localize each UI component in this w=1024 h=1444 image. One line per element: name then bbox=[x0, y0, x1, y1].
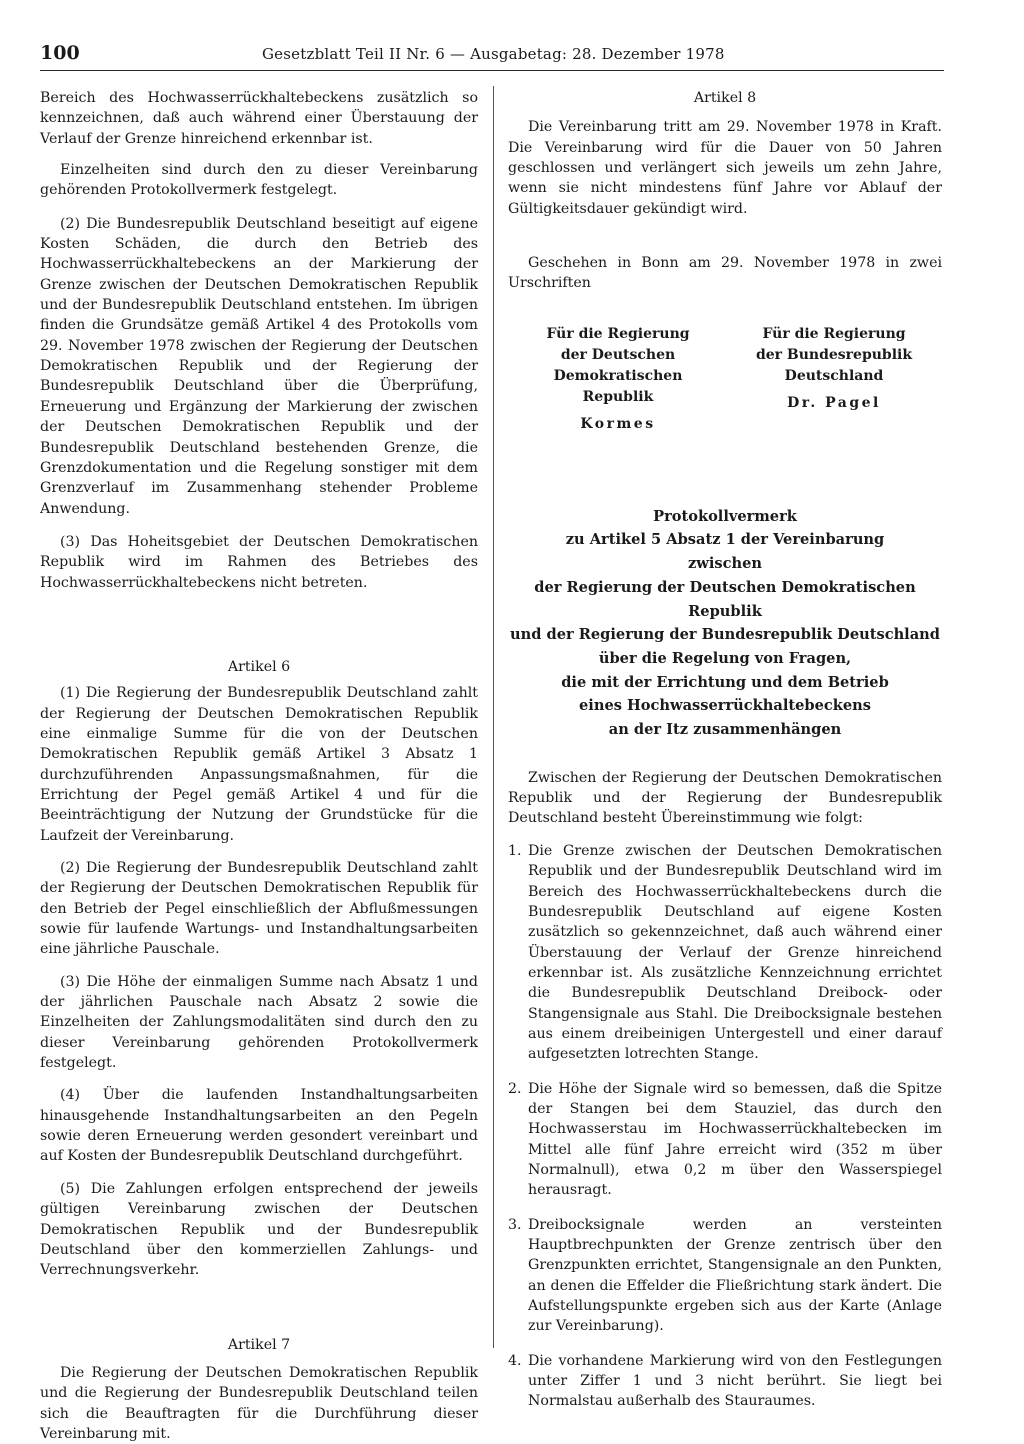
protocol-title: Protokollvermerk bbox=[653, 507, 797, 525]
page-number: 100 bbox=[40, 42, 80, 64]
paragraph: (2) Die Bundesrepublik Deutschland beseitigt auf eigene Kosten Schäden, die durch den Betrieb des Hochwasserrückhaltebeckens an der Markierung der Grenze zwischen der Deutschen Demokratischen Republik und der Bundesrepublik Deutschland entstehen. Im übrigen finden die Grundsätze gemäß Artikel 4 des Protokolls vom 29. November 1978 zwischen der Regierung der Deutschen Demokratischen Republik und der Regierung der Bundesrepublik Deutschland über die Überprüfung, Erneuerung und Ergänzung der Markierung der zwischen der Deutschen Demokratischen Republik und der Bundesrepublik Deutschland bestehenden Grenze, die Grenzdokumentation und die Regelung sonstiger mit dem Grenzverlauf im Zusammenhang stehender Probleme Anwendung. bbox=[40, 215, 478, 517]
article-6-heading: Artikel 6 bbox=[227, 658, 291, 675]
item-number: 3. bbox=[508, 1216, 522, 1233]
right-column bbox=[508, 88, 942, 1412]
paragraph: (3) Die Höhe der einmaligen Summe nach Absatz 1 und der jährlichen Pauschale nach Absatz 2 sowie die Einzelheiten der Zahlungsmodalitäten sind durch den zu dieser Vereinbarung gehörenden Protokollvermerk festgelegt. bbox=[40, 973, 478, 1072]
protocol-heading bbox=[508, 505, 942, 742]
item-text: Dreibocksignale werden an versteinten Hauptbrechpunkten der Grenze zentrisch über den Grenzpunkten errichtet, Stangensignale an den Punkten, an denen die Effelder die Fließrichtung stark ändert. Die Aufstellungspunkte ergeben sich aus der Karte (Anlage zur Vereinbarung). bbox=[528, 1216, 942, 1335]
item-text: Die vorhandene Markierung wird von den Festlegungen unter Ziffer 1 und 3 nicht berührt. Sie liegt bei Normalstau außerhalb des Stauraumes. bbox=[528, 1352, 942, 1410]
paragraph: (3) Das Hoheitsgebiet der Deutschen Demokratischen Republik wird im Rahmen des Betriebes des Hochwasserrückhaltebeckens nicht betreten. bbox=[40, 533, 478, 591]
item-number: 1. bbox=[508, 842, 522, 859]
list-item bbox=[508, 1351, 942, 1412]
protocol-title-line: zwischen bbox=[687, 555, 762, 573]
paragraph: (4) Über die laufenden Instandhaltungsarbeiten hinausgehende Instandhaltungsarbeiten an den Pegeln sowie deren Erneuerung werden gesondert vereinbart und auf Kosten der Bundesrepublik Deutschland durchgeführt. bbox=[40, 1087, 478, 1165]
protocol-title-line: und der Regierung der Bundesrepublik Deutschland bbox=[509, 626, 941, 644]
page-header bbox=[40, 38, 944, 71]
protocol-items bbox=[508, 841, 942, 1412]
signature-label: Deutschland bbox=[784, 367, 884, 384]
header-title: Gesetzblatt Teil II Nr. 6 — Ausgabetag: 28. Dezember 1978 bbox=[262, 45, 725, 63]
list-item bbox=[508, 1079, 942, 1201]
article-7-heading: Artikel 7 bbox=[227, 1336, 291, 1353]
list-item bbox=[508, 1215, 942, 1337]
protocol-title-line: zu Artikel 5 Absatz 1 der Vereinbarung bbox=[565, 531, 885, 549]
protocol-title-line: eines Hochwasserrückhaltebeckens bbox=[579, 697, 871, 715]
list-item bbox=[508, 841, 942, 1065]
protocol-title-line: über die Regelung von Fragen, bbox=[598, 649, 852, 667]
signature-label: der Bundesrepublik bbox=[755, 346, 913, 363]
signatory-name-ddr: Kormes bbox=[580, 415, 656, 432]
signature-brd bbox=[736, 324, 932, 435]
paragraph: Die Vereinbarung tritt am 29. November 1978 in Kraft. Die Vereinbarung wird für die Dauer von 50 Jahren geschlossen und verlängert sich jeweils um zehn Jahre, wenn sie nicht mindestens fünf Jahre vor Ablauf der Gültigkeitsdauer gekündigt wird. bbox=[508, 119, 942, 217]
protocol-title-line: der Regierung der Deutschen Demokratischen Republik bbox=[534, 578, 916, 620]
item-text: Die Grenze zwischen der Deutschen Demokratischen Republik und der Bundesrepublik Deutschland wird im Bereich des Hochwasserrückhaltebeckens durch die Bundesrepublik Deutschland auf eigene Kosten zusätzlich so gekennzeichnet, daß auch während einer Überstauung der Verlauf der Grenze hinreichend erkennbar ist. Als zusätzliche Kennzeichnung errichtet die Bundesrepublik Deutschland Dreibock- oder Stangensignale aus Stahl. Die Dreibocksignale bestehen aus einem dreibeinigen Untergestell und einer darauf aufgesetzten lotrechten Stange. bbox=[528, 842, 942, 1063]
protocol-title-line: an der Itz zusammenhängen bbox=[608, 721, 842, 739]
paragraph: (2) Die Regierung der Bundesrepublik Deutschland zahlt der Regierung der Deutschen Demokratischen Republik für den Betrieb der Pegel einschließlich der Abflußmessungen sowie für laufende Wartungs- und Instandhaltungsarbeiten eine jährliche Pauschale. bbox=[40, 860, 478, 958]
done-at-statement: Geschehen in Bonn am 29. November 1978 in zwei Urschriften bbox=[508, 255, 942, 292]
paragraph: (1) Die Regierung der Bundesrepublik Deutschland zahlt der Regierung der Deutschen Demokratischen Republik eine einmalige Summe für die von der Deutschen Demokratischen Republik gemäß Artikel 3 Absatz 1 durchzuführenden Anpassungsmaßnahmen, für die Errichtung der Pegel gemäß Artikel 4 und für die Beeinträchtigung der Nutzung der Grundstücke für die Laufzeit der Vereinbarung. bbox=[40, 685, 478, 844]
signature-block bbox=[508, 324, 942, 435]
signature-label: Für die Regierung bbox=[762, 325, 906, 342]
item-text: Die Höhe der Signale wird so bemessen, daß die Spitze der Stangen bei dem Stauziel, das durch den Hochwasserstau im Hochwasserrückhaltebecken im Mittel alle fünf Jahre erreicht wird (352 m über Normalnull), etwa 0,2 m über den Wasserspiegel herausragt. bbox=[528, 1080, 942, 1199]
item-number: 2. bbox=[508, 1080, 522, 1097]
signature-ddr bbox=[520, 324, 716, 435]
paragraph: Die Regierung der Deutschen Demokratischen Republik und die Regierung der Bundesrepublik Deutschland teilen sich die Beauftragten für die Durchführung dieser Vereinbarung mit. bbox=[40, 1364, 478, 1442]
paragraph: Einzelheiten sind durch den zu dieser Vereinbarung gehörenden Protokollvermerk festgelegt. bbox=[40, 162, 478, 199]
article-8-heading: Artikel 8 bbox=[693, 90, 757, 106]
protocol-intro: Zwischen der Regierung der Deutschen Demokratischen Republik und der Regierung der Bundesrepublik Deutschland besteht Übereinstimmung wie folgt: bbox=[508, 769, 942, 827]
signature-label: Für die Regierung bbox=[546, 325, 690, 342]
signature-label: Demokratischen Republik bbox=[553, 367, 683, 405]
paragraph: (5) Die Zahlungen erfolgen entsprechend der jeweils gültigen Vereinbarung zwischen der Deutschen Demokratischen Republik und der Bundesrepublik Deutschland über den kommerziellen Zahlungs- und Verrechnungsverkehr. bbox=[40, 1180, 478, 1279]
signatory-name-brd: Dr. Pagel bbox=[787, 394, 881, 411]
paragraph: Bereich des Hochwasserrückhaltebeckens zusätzlich so kennzeichnen, daß auch während einer Überstauung der Verlauf der Grenze hinreichend erkennbar ist. bbox=[40, 90, 478, 147]
column-divider bbox=[493, 86, 494, 1348]
protocol-title-line: die mit der Errichtung und dem Betrieb bbox=[561, 673, 889, 691]
left-column bbox=[40, 88, 478, 1444]
signature-label: der Deutschen bbox=[560, 346, 676, 363]
item-number: 4. bbox=[508, 1352, 522, 1369]
